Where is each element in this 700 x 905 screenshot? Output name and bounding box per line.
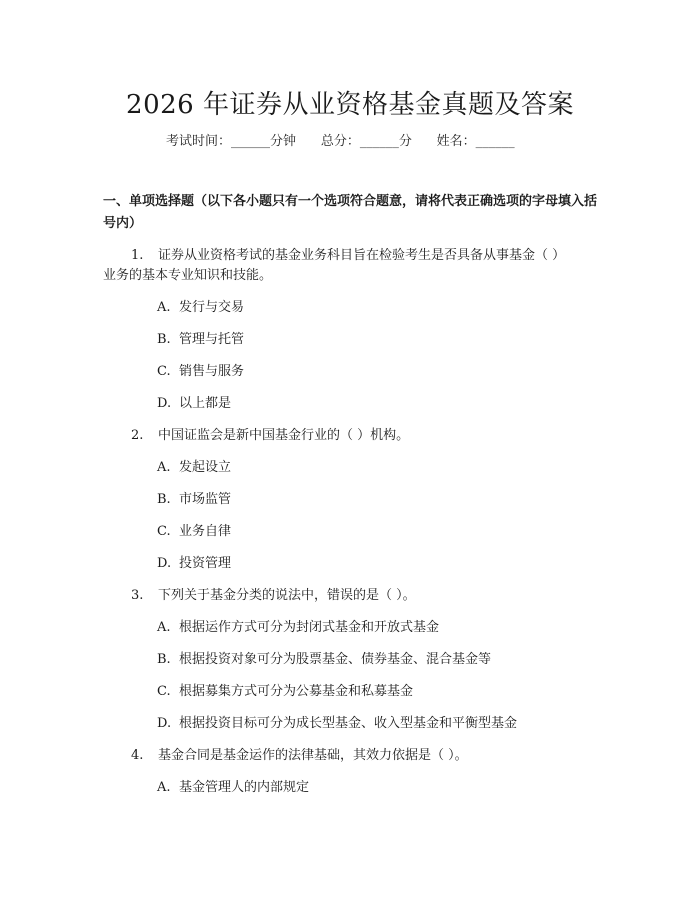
option-item (157, 712, 517, 731)
section-heading: 一、单项选择题（以下各小题只有一个选项符合题意，请将代表正确选项的字母填入括号内） (103, 194, 598, 231)
option-letter: D. (157, 716, 172, 731)
option-letter: A. (157, 620, 171, 635)
option-item (157, 552, 231, 571)
option-text: 根据运作方式可分为封闭式基金和开放式基金 (179, 620, 440, 635)
option-item (157, 360, 244, 379)
question-number: 1. (131, 248, 144, 263)
option-letter: D. (157, 396, 172, 411)
option-letter: C. (157, 364, 171, 379)
option-letter: D. (157, 556, 172, 571)
option-text: 基金管理人的内部规定 (179, 780, 310, 795)
question-text: 证券从业资格考试的基金业务科目旨在检验考生是否具备从事基金（ ） (158, 248, 566, 263)
option-item (157, 616, 439, 635)
option-text: 市场监管 (179, 492, 232, 507)
option-item (157, 520, 231, 539)
question-1 (131, 244, 565, 263)
option-text: 根据投资目标可分为成长型基金、收入型基金和平衡型基金 (179, 716, 518, 731)
option-letter: C. (157, 684, 171, 699)
option-text: 根据募集方式可分为公募基金和私募基金 (179, 684, 414, 699)
question-text: 下列关于基金分类的说法中，错误的是（ ）。 (158, 588, 416, 603)
option-text: 管理与托管 (179, 332, 245, 347)
question-text: 中国证监会是新中国基金行业的（ ）机构。 (158, 428, 410, 443)
question-number: 3. (131, 588, 144, 603)
option-letter: C. (157, 524, 171, 539)
option-item (157, 680, 413, 699)
question-number: 4. (131, 748, 144, 763)
option-letter: B. (157, 332, 171, 347)
option-text: 业务自律 (179, 524, 232, 539)
question-number: 2. (131, 428, 144, 443)
option-item (157, 776, 309, 795)
option-item (157, 648, 491, 667)
option-letter: A. (157, 460, 171, 475)
option-letter: A. (157, 780, 171, 795)
option-text: 投资管理 (179, 556, 232, 571)
question-text: 基金合同是基金运作的法律基础，其效力依据是（ ）。 (158, 748, 468, 763)
question-3 (131, 584, 416, 603)
option-item (157, 392, 231, 411)
option-item (157, 456, 231, 475)
option-text: 发起设立 (179, 460, 232, 475)
document-title: 2026 年证券从业资格基金真题及答案 (126, 90, 574, 120)
total-score-field: 总分：______分 (320, 134, 412, 149)
question-4 (131, 744, 468, 763)
option-item (157, 296, 244, 315)
option-item (157, 328, 244, 347)
option-item (157, 488, 231, 507)
question-2 (131, 424, 409, 443)
exam-time-field: 考试时间：______分钟 (166, 134, 297, 149)
option-letter: A. (157, 300, 171, 315)
question-1-continuation: 业务的基本专业知识和技能。 (103, 268, 273, 283)
option-letter: B. (157, 492, 171, 507)
option-text: 以上都是 (179, 396, 232, 411)
option-text: 根据投资对象可分为股票基金、债券基金、混合基金等 (179, 652, 492, 667)
option-text: 发行与交易 (179, 300, 245, 315)
name-field: 姓名：______ (436, 134, 515, 149)
exam-meta (166, 130, 515, 149)
option-letter: B. (157, 652, 171, 667)
option-text: 销售与服务 (179, 364, 245, 379)
